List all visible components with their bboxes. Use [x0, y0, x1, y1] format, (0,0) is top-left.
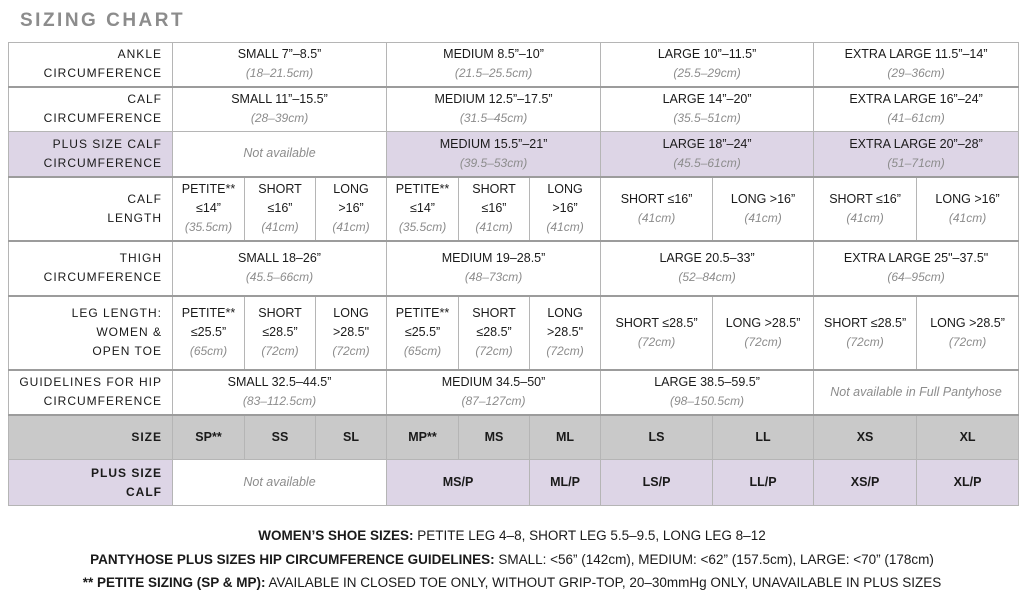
size-code: SS	[245, 415, 316, 460]
size-cell: EXTRA LARGE 16”–24” (41–61cm)	[814, 87, 1019, 132]
size-cell: MEDIUM 19–28.5” (48–73cm)	[387, 241, 601, 296]
not-available-cell: Not available in Full Pantyhose	[814, 370, 1019, 415]
ankle-row	[9, 43, 1019, 87]
size-code: MS/P	[387, 460, 530, 506]
size-cell: SHORT ≤28.5” (72cm)	[459, 296, 530, 370]
size-cell: SHORT ≤28.5” (72cm)	[814, 296, 917, 370]
size-cell: EXTRA LARGE 25"–37.5" (64–95cm)	[814, 241, 1019, 296]
not-available-cell: Not available	[173, 132, 387, 177]
size-cell: SHORT ≤16” (41cm)	[459, 177, 530, 241]
size-cell: EXTRA LARGE 20”–28” (51–71cm)	[814, 132, 1019, 177]
size-cell: PETITE** ≤14” (35.5cm)	[173, 177, 245, 241]
size-code: XS/P	[814, 460, 917, 506]
size-cell: SHORT ≤16” (41cm)	[601, 177, 713, 241]
size-code: MS	[459, 415, 530, 460]
size-cell: PETITE** ≤14” (35.5cm)	[387, 177, 459, 241]
size-code: LS	[601, 415, 713, 460]
size-code: SP**	[173, 415, 245, 460]
size-cell: LARGE 10”–11.5” (25.5–29cm)	[601, 43, 814, 87]
petite-sizing-note: ** PETITE SIZING (SP & MP): AVAILABLE IN CLOSED TOE ONLY, WITHOUT GRIP-TOP, 20–30mmHg ONLY, UNAVAILABLE IN PLUS SIZES	[82, 575, 942, 590]
size-row	[9, 415, 1019, 460]
plus-size-row	[9, 460, 1019, 506]
row-label: LEG LENGTH: WOMEN & OPEN TOE	[9, 296, 173, 370]
row-label: THIGH CIRCUMFERENCE	[9, 241, 173, 296]
row-label: SIZE	[9, 415, 173, 460]
size-cell: LONG >16” (41cm)	[530, 177, 601, 241]
size-cell: SHORT ≤16” (41cm)	[814, 177, 917, 241]
size-cell: MEDIUM 8.5”–10” (21.5–25.5cm)	[387, 43, 601, 87]
plus-calf-row	[9, 132, 1019, 177]
size-code: LL	[713, 415, 814, 460]
calf-length-row	[9, 177, 1019, 241]
size-cell: PETITE** ≤25.5” (65cm)	[173, 296, 245, 370]
row-label: CALF LENGTH	[9, 177, 173, 241]
size-cell: LARGE 18”–24” (45.5–61cm)	[601, 132, 814, 177]
leg-length-row	[9, 296, 1019, 370]
page-title: SIZING CHART	[20, 10, 186, 31]
thigh-row	[9, 241, 1019, 296]
size-code: LS/P	[601, 460, 713, 506]
row-label: ANKLE CIRCUMFERENCE	[9, 43, 173, 87]
size-cell: MEDIUM 12.5”–17.5” (31.5–45cm)	[387, 87, 601, 132]
size-cell: SMALL 7”–8.5” (18–21.5cm)	[173, 43, 387, 87]
row-label: GUIDELINES FOR HIP CIRCUMFERENCE	[9, 370, 173, 415]
size-cell: LONG >28.5" (72cm)	[530, 296, 601, 370]
size-cell: SHORT ≤28.5” (72cm)	[601, 296, 713, 370]
size-cell: SHORT ≤28.5” (72cm)	[245, 296, 316, 370]
size-cell: SMALL 32.5–44.5” (83–112.5cm)	[173, 370, 387, 415]
size-cell: LONG >28.5" (72cm)	[316, 296, 387, 370]
shoe-sizes-note: WOMEN’S SHOE SIZES: PETITE LEG 4–8, SHORT LEG 5.5–9.5, LONG LEG 8–12	[258, 528, 766, 543]
size-cell: LONG >16” (41cm)	[917, 177, 1019, 241]
size-code: XS	[814, 415, 917, 460]
not-available-cell: Not available	[173, 460, 387, 506]
calf-row	[9, 87, 1019, 132]
size-code: LL/P	[713, 460, 814, 506]
sizing-table	[8, 42, 1019, 506]
hip-row	[9, 370, 1019, 415]
size-cell: SMALL 11”–15.5” (28–39cm)	[173, 87, 387, 132]
size-cell: LONG >28.5” (72cm)	[713, 296, 814, 370]
size-code: XL/P	[917, 460, 1019, 506]
size-cell: LONG >16” (41cm)	[316, 177, 387, 241]
size-code: XL	[917, 415, 1019, 460]
size-code: ML/P	[530, 460, 601, 506]
size-cell: SMALL 18–26” (45.5–66cm)	[173, 241, 387, 296]
row-label: CALF CIRCUMFERENCE	[9, 87, 173, 132]
size-code: ML	[530, 415, 601, 460]
size-cell: LONG >16” (41cm)	[713, 177, 814, 241]
plus-sizes-note: PANTYHOSE PLUS SIZES HIP CIRCUMFERENCE GUIDELINES: SMALL: <56” (142cm), MEDIUM: <62” (157.5cm), LARGE: <70” (178cm)	[90, 552, 934, 567]
row-label: PLUS SIZE CALF CIRCUMFERENCE	[9, 132, 173, 177]
size-cell: LONG >28.5” (72cm)	[917, 296, 1019, 370]
size-cell: PETITE** ≤25.5” (65cm)	[387, 296, 459, 370]
size-cell: SHORT ≤16” (41cm)	[245, 177, 316, 241]
size-cell: LARGE 38.5–59.5” (98–150.5cm)	[601, 370, 814, 415]
size-code: MP**	[387, 415, 459, 460]
size-cell: EXTRA LARGE 11.5”–14” (29–36cm)	[814, 43, 1019, 87]
size-cell: MEDIUM 34.5–50” (87–127cm)	[387, 370, 601, 415]
size-cell: MEDIUM 15.5”–21” (39.5–53cm)	[387, 132, 601, 177]
size-code: SL	[316, 415, 387, 460]
row-label: PLUS SIZE CALF	[9, 460, 173, 506]
size-cell: LARGE 14”–20” (35.5–51cm)	[601, 87, 814, 132]
size-cell: LARGE 20.5–33” (52–84cm)	[601, 241, 814, 296]
